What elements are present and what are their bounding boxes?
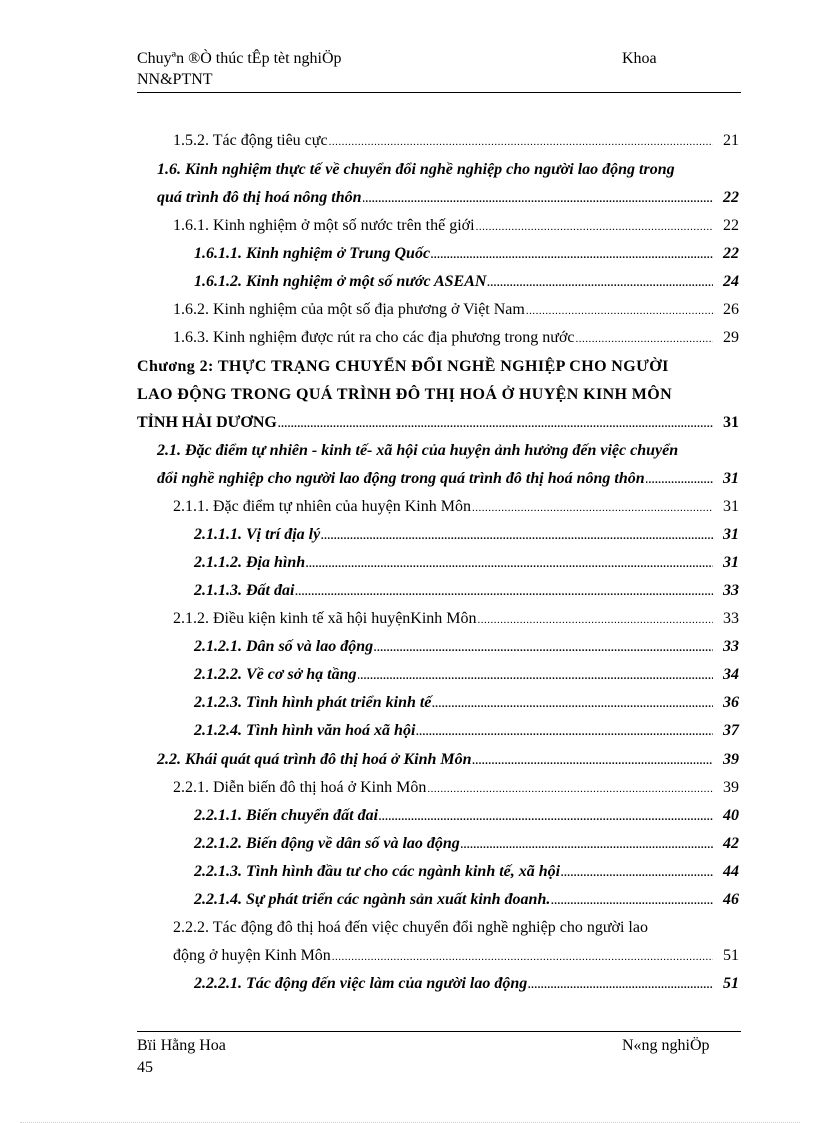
toc-entry: 1.6.2. Kinh nghiệm của một số địa phương ở Việt Nam ..... 26: [173, 296, 739, 324]
toc-entry: 2.2.1.3. Tình hình đầu tư cho các ngành kinh tế, xã hội ..... 44: [194, 858, 739, 886]
header-divider: [137, 92, 741, 93]
toc-entry: 2.2.1.4. Sự phát triển các ngành sản xuất kinh đoanh. ..... 46: [194, 886, 739, 914]
toc-entry-line1: 2.2.2. Tác động đô thị hoá đến việc chuyển đổi nghề nghiệp cho người lao: [173, 919, 648, 936]
toc-entry: 2.2.1. Diễn biến đô thị hoá ở Kinh Môn ..... 39: [173, 774, 739, 802]
toc-entry: 2.2.2.1. Tác động đến việc làm của người lao động ..... 51: [194, 970, 739, 998]
toc-entry: 1.6.1.1. Kinh nghiệm ở Trung Quốc ..... 22: [194, 240, 739, 268]
header-title: Chuyªn ®Ò thúc tÊp tèt nghiÖp: [137, 50, 342, 67]
chapter-heading-line1: Chương 2: THỰC TRẠNG CHUYỂN ĐỔI NGHỀ NGHIỆP CHO NGƯỜI: [137, 358, 669, 375]
header-department: NN&PTNT: [137, 71, 213, 88]
chapter-heading-line2: LAO ĐỘNG TRONG QUÁ TRÌNH ĐÔ THỊ HOÁ Ở HUYỆN KINH MÔN: [137, 386, 673, 403]
toc-entry: 2.1.1.1. Vị trí địa lý ..... 31: [194, 521, 739, 549]
toc-entry: 1.6.1.2. Kinh nghiệm ở một số nước ASEAN ..... 24: [194, 268, 739, 296]
toc-entry-line1: 2.1. Đặc điểm tự nhiên - kinh tế- xã hội của huyện ảnh hưởng đến việc chuyển: [157, 442, 679, 459]
toc-entry: 2.2.1.2. Biến động về dân số và lao động ..... 42: [194, 830, 739, 858]
toc-entry: 1.5.2. Tác động tiêu cực ..... 21: [173, 127, 739, 155]
toc-entry: 2.1.1.3. Đất đai ..... 33: [194, 577, 739, 605]
toc-entry: 2.1.1.2. Địa hình ..... 31: [194, 549, 739, 577]
header-faculty: Khoa: [622, 50, 657, 67]
toc-entry: 2.1.1. Đặc điểm tự nhiên của huyện Kinh Môn ..... 31: [173, 493, 739, 521]
toc-entry: 2.1.2. Điều kiện kinh tế xã hội huyệnKinh Môn ..... 33: [173, 605, 739, 633]
toc-entry: 2.2. Khái quát quá trình đô thị hoá ở Kinh Môn ..... 39: [157, 746, 739, 774]
footer-faculty: N«ng nghiÖp: [622, 1037, 710, 1054]
footer-divider: [137, 1031, 741, 1032]
toc-entry: 2.1.2.4. Tình hình văn hoá xã hội ..... 37: [194, 717, 739, 745]
toc-entry: TỈNH HẢI DƯƠNG ..... 31: [137, 409, 739, 437]
toc-entry: 2.1.2.3. Tình hình phát triển kinh tế ..... 36: [194, 689, 739, 717]
toc-entry: 2.1.2.2. Về cơ sở hạ tầng ..... 34: [194, 661, 739, 689]
toc-entry: 1.6.1. Kinh nghiệm ở một số nước trên thế giới ..... 22: [173, 212, 739, 240]
toc-entry-line1: 1.6. Kinh nghiệm thực tế về chuyển đổi nghề nghiệp cho người lao động trong: [157, 161, 675, 178]
toc-entry: 1.6.3. Kinh nghiệm được rút ra cho các địa phương trong nước ..... 29: [173, 324, 739, 352]
toc-entry: 2.1.2.1. Dân số và lao động ..... 33: [194, 633, 739, 661]
toc-entry: 2.2.1.1. Biến chuyển đất đai ..... 40: [194, 802, 739, 830]
toc-entry: quá trình đô thị hoá nông thôn ..... 22: [157, 184, 739, 212]
footer-author: Bïi Hằng Hoa: [137, 1037, 226, 1054]
toc-entry: động ở huyện Kinh Môn ..... 51: [173, 942, 739, 970]
page-number: 45: [137, 1059, 153, 1076]
toc-entry: đổi nghề nghiệp cho người lao động trong quá trình đô thị hoá nông thôn ..... 31: [157, 465, 739, 493]
